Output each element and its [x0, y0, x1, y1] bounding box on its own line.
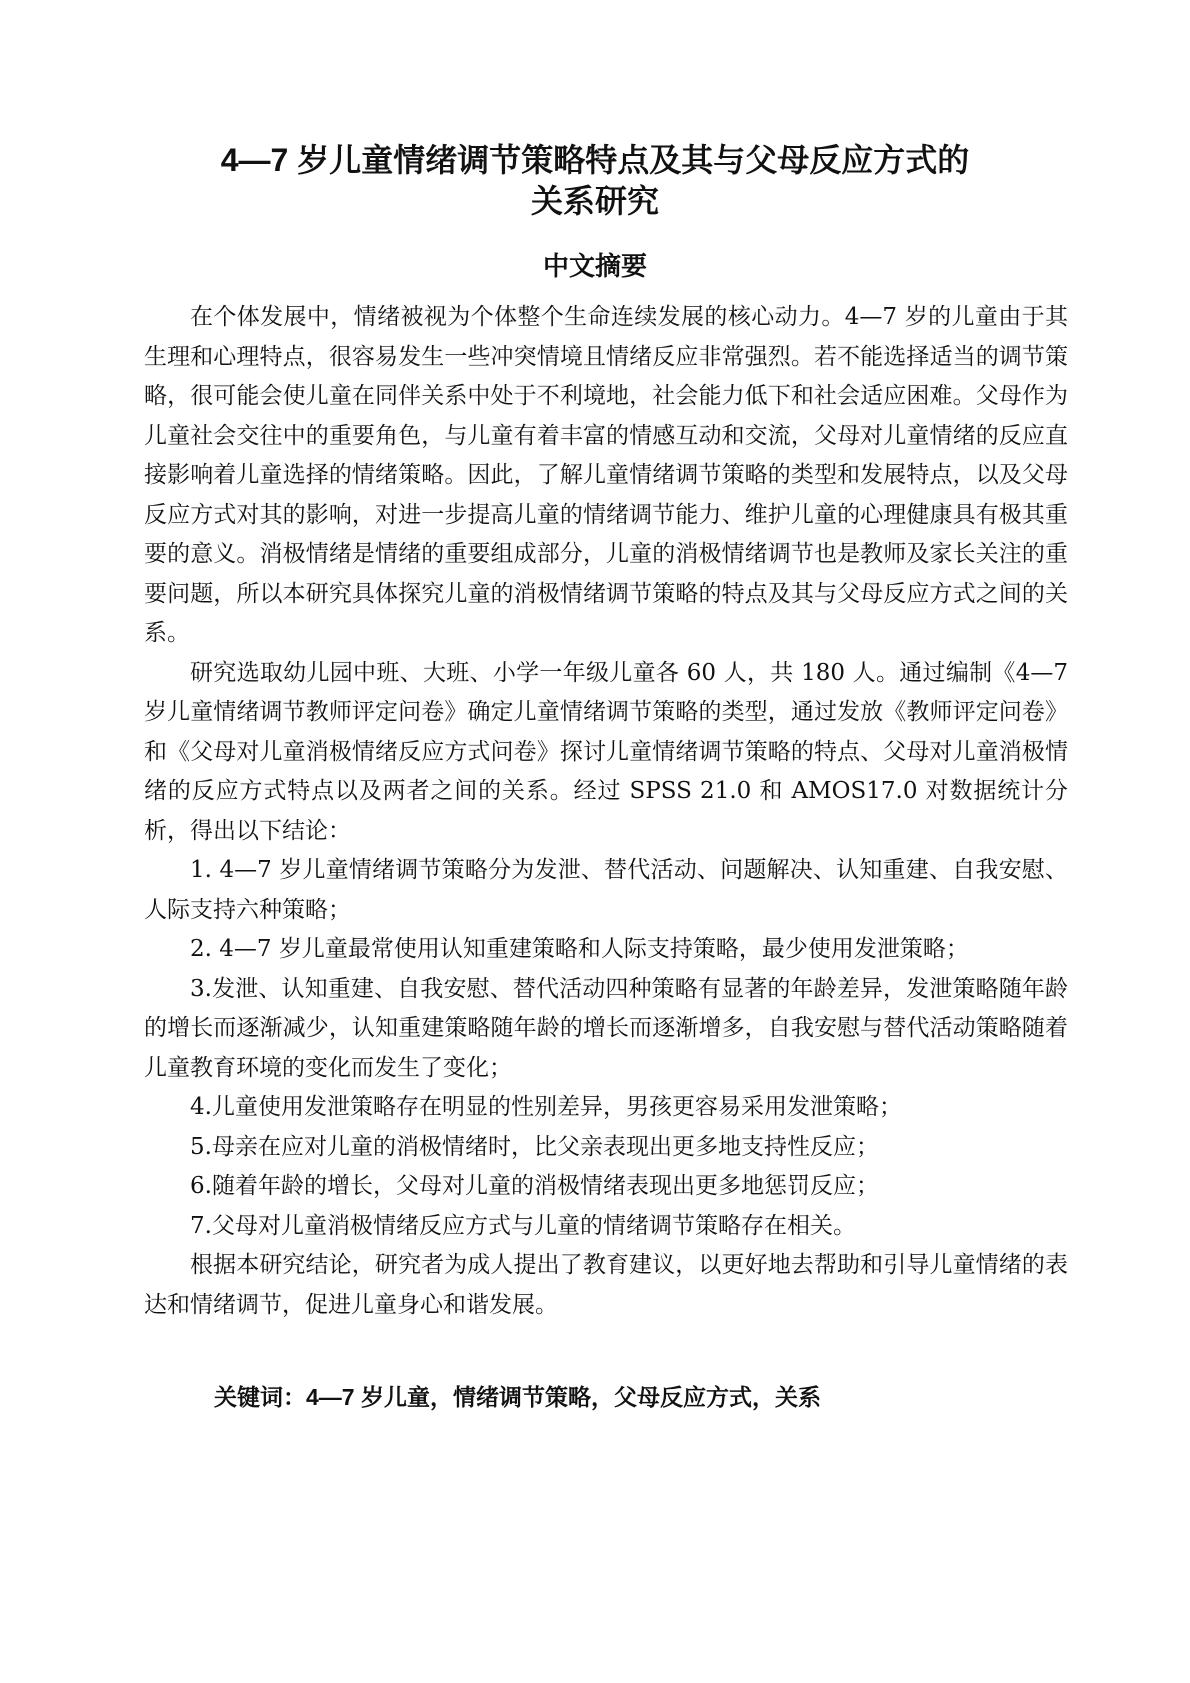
conclusion-item-5: 5.母亲在应对儿童的消极情绪时，比父亲表现出更多地支持性反应；	[190, 1133, 879, 1160]
conclusion-item-7: 7.父母对儿童消极情绪反应方式与儿童的情绪调节策略存在相关。	[190, 1212, 856, 1239]
paper-title-line-1: 4—7 岁儿童情绪调节策略特点及其与父母反应方式的	[220, 142, 970, 178]
abstract-body	[144, 298, 1068, 1325]
abstract-heading: 中文摘要	[542, 251, 647, 281]
abstract-paragraph-closing: 根据本研究结论，研究者为成人提出了教育建议，以更好地去帮助和引导儿童情绪的表达和情绪调节，促进儿童身心和谐发展。	[144, 1252, 1068, 1318]
abstract-paragraph-intro: 在个体发展中，情绪被视为个体整个生命连续发展的核心动力。4—7 岁的儿童由于其生理和心理特点，很容易发生一些冲突情境且情绪反应非常强烈。若不能选择适当的调节策略，很可能会使儿童在同伴关系中处于不利境地，社会能力低下和社会适应困难。父母作为儿童社会交往中的重要角色，与儿童有着丰富的情感互动和交流，父母对儿童情绪的反应直接影响着儿童选择的情绪策略。因此，了解儿童情绪调节策略的类型和发展特点，以及父母反应方式对其的影响，对进一步提高儿童的情绪调节能力、维护儿童的心理健康具有极其重要的意义。消极情绪是情绪的重要组成部分，儿童的消极情绪调节也是教师及家长关注的重要问题，所以本研究具体探究儿童的消极情绪调节策略的特点及其与父母反应方式之间的关系。	[144, 304, 1068, 646]
paper-title	[90, 140, 1100, 222]
keywords-line: 关键词：4—7 岁儿童，情绪调节策略，父母反应方式，关系	[214, 1384, 821, 1410]
abstract-paragraph-method: 研究选取幼儿园中班、大班、小学一年级儿童各 60 人，共 180 人。通过编制《4—7 岁儿童情绪调节教师评定问卷》确定儿童情绪调节策略的类型，通过发放《教师评定问卷》和《父母对儿童消极情绪反应方式问卷》探讨儿童情绪调节策略的特点、父母对儿童消极情绪的反应方式特点以及两者之间的关系。经过 SPSS 21.0 和 AMOS17.0 对数据统计分析，得出以下结论：	[144, 659, 1068, 844]
conclusion-item-4: 4.儿童使用发泄策略存在明显的性别差异，男孩更容易采用发泄策略；	[190, 1094, 902, 1120]
conclusion-item-3: 3.发泄、认知重建、自我安慰、替代活动四种策略有显著的年龄差异，发泄策略随年龄的增长而逐渐减少，认知重建策略随年龄的增长而逐渐增多，自我安慰与替代活动策略随着儿童教育环境的变化而发生了变化；	[144, 975, 1068, 1081]
conclusion-item-6: 6.随着年龄的增长，父母对儿童的消极情绪表现出更多地惩罚反应；	[190, 1173, 879, 1199]
conclusion-item-2: 2. 4—7 岁儿童最常使用认知重建策略和人际支持策略，最少使用发泄策略；	[190, 936, 969, 962]
paper-title-line-2: 关系研究	[530, 183, 659, 219]
conclusion-item-1: 1. 4—7 岁儿童情绪调节策略分为发泄、替代活动、问题解决、认知重建、自我安慰、人际支持六种策略；	[144, 857, 1068, 923]
